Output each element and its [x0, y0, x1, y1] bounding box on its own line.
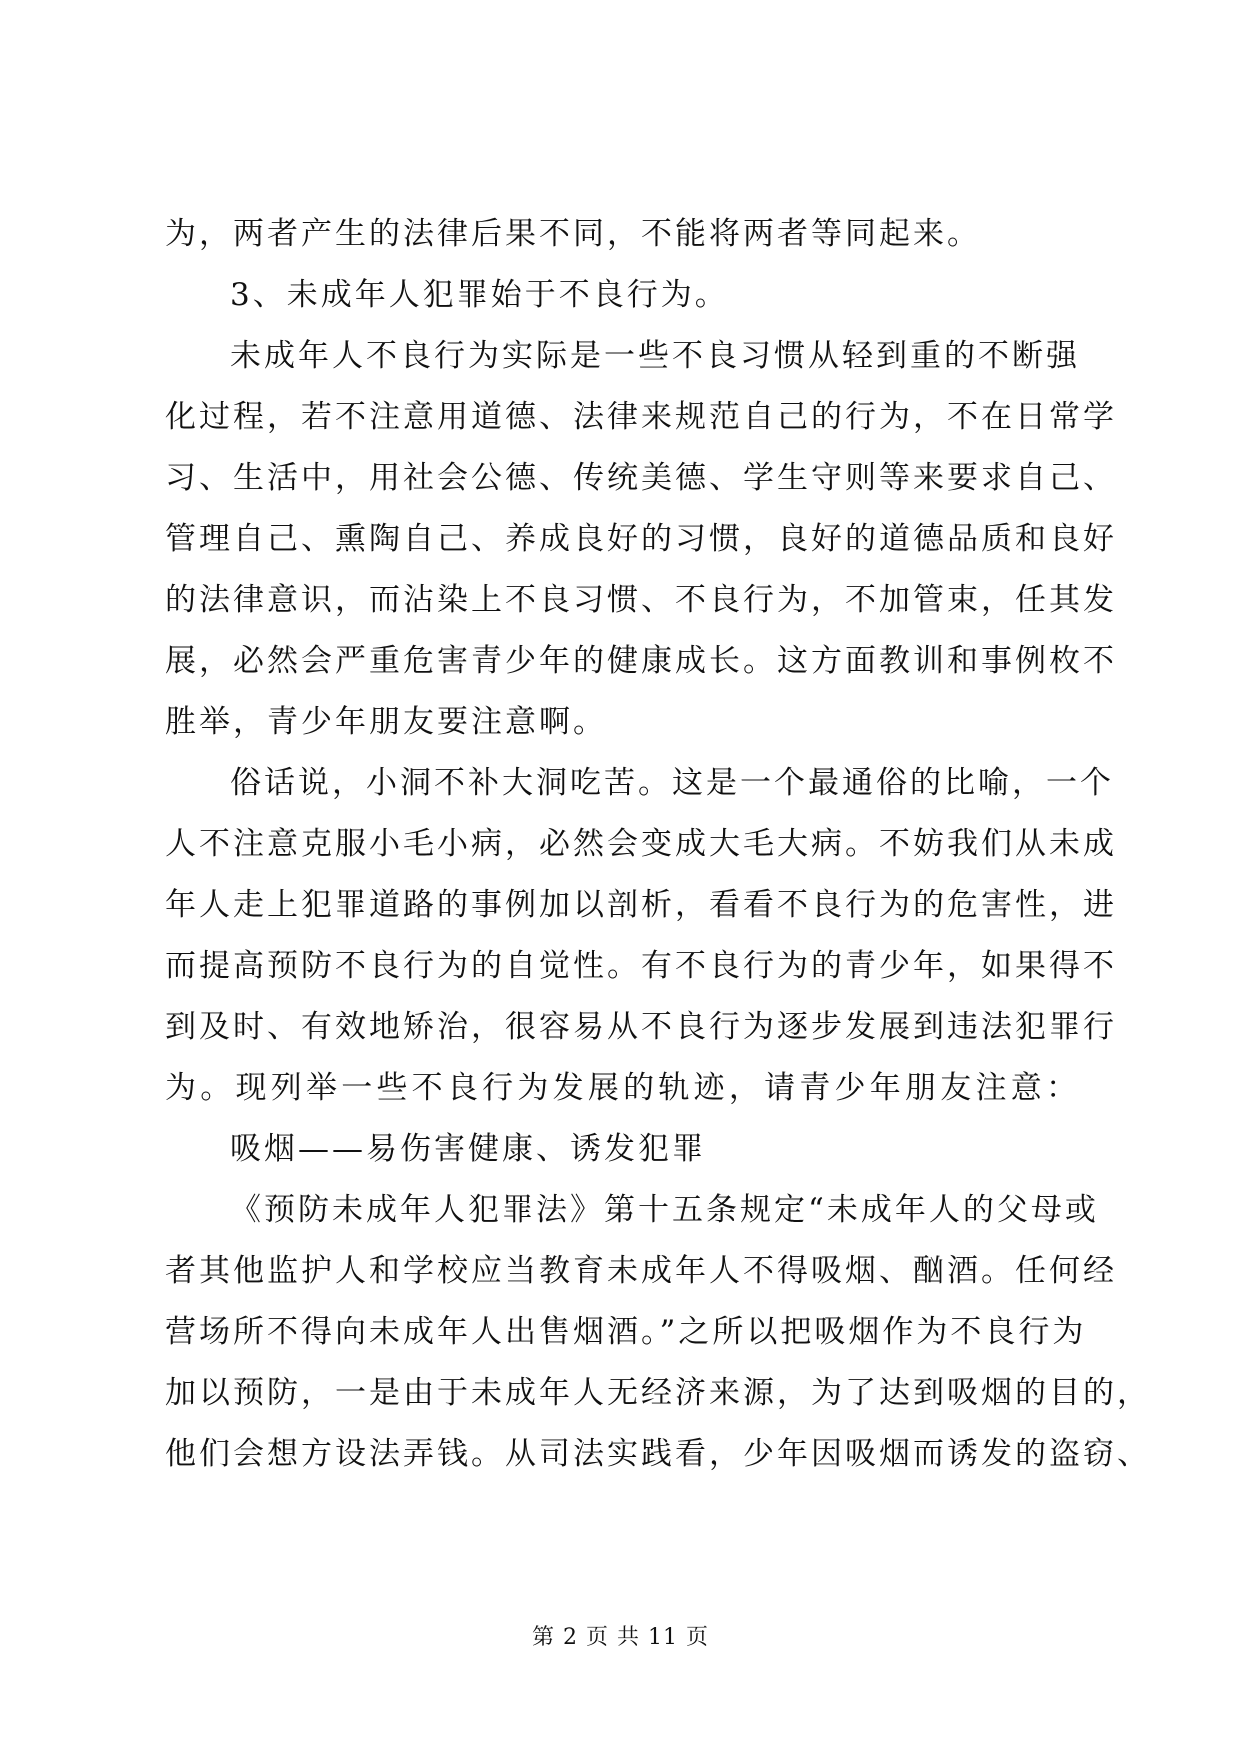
paragraph-line: 加以预防，一是由于未成年人无经济来源，为了达到吸烟的目的，: [165, 1375, 1151, 1411]
paragraph-line: 展，必然会严重危害青少年的健康成长。这方面教训和事例枚不: [165, 643, 1117, 679]
paragraph-line: 而提高预防不良行为的自觉性。有不良行为的青少年，如果得不: [165, 948, 1117, 984]
subheading: 吸烟——易伤害健康、诱发犯罪: [230, 1131, 706, 1167]
paragraph-line: 为，两者产生的法律后果不同，不能将两者等同起来。: [165, 216, 981, 252]
paragraph-line: 管理自己、熏陶自己、养成良好的习惯，良好的道德品质和良好: [165, 521, 1117, 557]
paragraph-line: 化过程，若不注意用道德、法律来规范自己的行为，不在日常学: [165, 399, 1117, 435]
paragraph-line: 《预防未成年人犯罪法》第十五条规定“未成年人的父母或: [230, 1192, 1099, 1228]
section-heading: 3、未成年人犯罪始于不良行为。: [230, 277, 729, 313]
page-number-footer: 第 2 页 共 11 页: [532, 1625, 709, 1650]
paragraph-line: 年人走上犯罪道路的事例加以剖析，看看不良行为的危害性，进: [165, 887, 1117, 923]
paragraph-line: 人不注意克服小毛小病，必然会变成大毛大病。不妨我们从未成: [165, 826, 1117, 862]
paragraph-line: 的法律意识，而沾染上不良习惯、不良行为，不加管束，任其发: [165, 582, 1117, 618]
paragraph-line: 未成年人不良行为实际是一些不良习惯从轻到重的不断强: [230, 338, 1080, 374]
paragraph-line: 到及时、有效地矫治，很容易从不良行为逐步发展到违法犯罪行: [165, 1009, 1117, 1045]
paragraph-line: 他们会想方设法弄钱。从司法实践看，少年因吸烟而诱发的盗窃、: [165, 1436, 1151, 1472]
paragraph-line: 营场所不得向未成年人出售烟酒。”之所以把吸烟作为不良行为: [165, 1314, 1087, 1350]
paragraph-line: 俗话说，小洞不补大洞吃苦。这是一个最通俗的比喻，一个: [230, 765, 1114, 801]
paragraph-line: 习、生活中，用社会公德、传统美德、学生守则等来要求自己、: [165, 460, 1117, 496]
paragraph-line: 为。现列举一些不良行为发展的轨迹，请青少年朋友注意：: [165, 1070, 1080, 1106]
paragraph-line: 胜举，青少年朋友要注意啊。: [165, 704, 607, 740]
paragraph-line: 者其他监护人和学校应当教育未成年人不得吸烟、酗酒。任何经: [165, 1253, 1117, 1289]
